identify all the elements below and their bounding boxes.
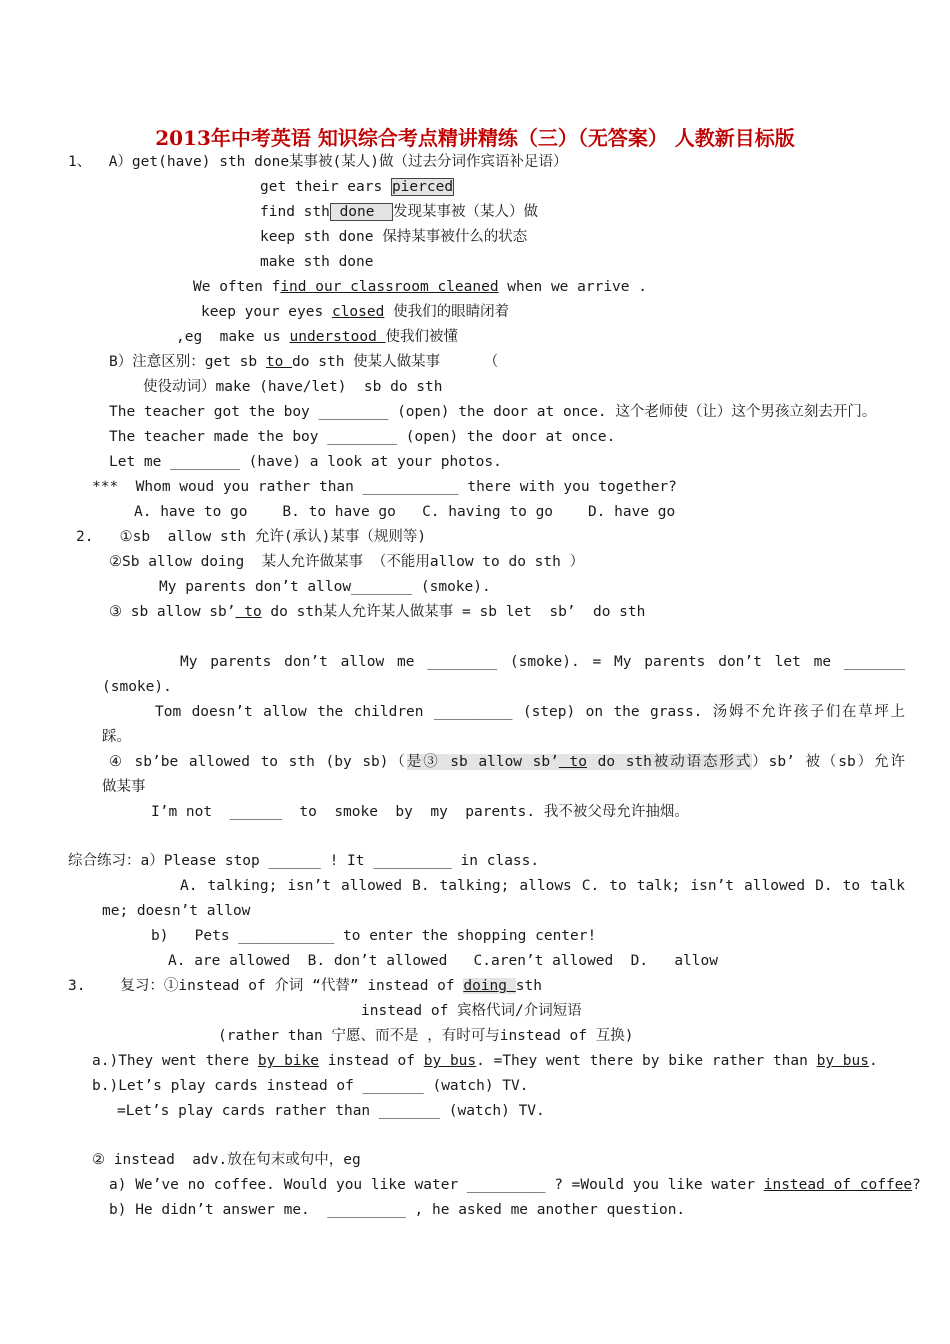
text-line [151,924,950,949]
text-line [109,400,950,425]
text-run: 做某事 [102,779,146,795]
text-line [109,1198,950,1223]
text-line [134,500,950,525]
text-run: 综合练习：a）Please stop ______ ! It _________ in class. [68,853,540,869]
text-run: ind our classroom cleaned [280,279,499,295]
text-run: b.)Let’s play cards instead of _______ (watch) TV. [92,1078,529,1094]
text-run: My parents don’t allow me ________ (smoke). = My parents don’t let me _______ [180,654,905,670]
text-run: keep sth done 保持某事被什么的状态 [260,229,528,245]
text-run: ? [912,1177,921,1193]
text-run: 3. 复习：①instead of 介词 “代替” instead of [68,978,464,994]
text-run: ② instead adv.放在句末或句中，eg [92,1152,361,1168]
text-line [68,849,950,874]
text-line [180,874,905,899]
text-run: to [235,604,262,620]
document-title: 2013年中考英语 知识综合考点精讲精练（三）（无答案） 人教新目标版 [155,126,795,150]
text-line [92,1074,950,1099]
text-run: to [558,754,587,770]
text-run: by bus [423,1053,477,1069]
text-run: make sth done [260,254,374,270]
text-run: . =They went there by bike rather than [476,1053,817,1069]
text-line [155,700,905,725]
text-run: *** Whom woud you rather than ___________ there with you together? [92,479,677,495]
text-run: My parents don’t allow_______ (smoke). [159,579,491,595]
text-run: doing [463,978,516,994]
text-run: get their ears [260,179,391,195]
text-line [117,1099,950,1124]
text-run: instead of 宾格代词/介词短语 [361,1003,582,1019]
text-run: done [330,204,392,220]
text-run: do sth 使某人做某事 （ [292,354,499,370]
text-run: 使役动词）make (have/let) sb do sth [143,379,443,395]
text-run: ②Sb allow doing 某人允许做某事 （不能用allow to do sth ） [109,554,585,570]
text-run: Let me ________ (have) a look at your photos. [109,454,502,470]
text-run: 1、 A）get(have) sth done某事被(某人)做（过去分词作宾语补足语） [68,154,568,170]
text-run: by bike [257,1053,319,1069]
text-run: We often f [193,279,281,295]
text-line [102,675,950,700]
text-run: sth [515,978,542,994]
text-line [92,1148,950,1173]
text-run: instead of coffee [763,1177,913,1193]
text-line [143,375,950,400]
text-line [109,350,950,375]
text-run: b) Pets ___________ to enter the shopping center! [151,928,597,944]
text-run: The teacher got the boy ________ (open) the door at once. 这个老师使（让）这个男孩立刻去开门。 [109,404,877,420]
text-run: ③ sb allow sb’ [109,604,236,620]
text-run: (smoke). [102,679,172,695]
text-run: 是③ sb allow sb’ [406,754,559,770]
text-line [102,899,950,924]
text-line [92,1049,950,1074]
text-run: ④ sb’be allowed to sth (by sb)（ [109,754,407,770]
text-line [102,775,950,800]
text-run: a.)They went there [92,1053,258,1069]
text-run: 2. ①sb allow sth 允许(承认)某事（规则等) [76,529,427,545]
text-line [109,750,905,775]
text-line [260,175,950,200]
text-line [168,949,950,974]
text-line [159,575,950,600]
text-line [92,475,950,500]
text-run: instead of [318,1053,424,1069]
text-run: A. are allowed B. don’t allowed C.aren’t allowed D. allow [168,953,718,969]
text-run: 使我们的眼睛闭着 [384,304,510,320]
text-run: A. have to go B. to have go C. having to go D. have go [134,504,676,520]
text-line [109,550,950,575]
text-run: 踩。 [102,729,131,745]
text-line [109,1173,950,1198]
text-line [361,999,950,1024]
text-run: pierced [391,179,454,195]
text-run: to [265,354,293,370]
text-run: by bus [816,1053,869,1069]
text-line [180,650,905,675]
text-run: understood [289,329,386,345]
text-line [193,275,950,300]
text-line [68,974,950,999]
text-run: 使我们被懂 [385,329,459,345]
text-run: keep your eyes [201,304,332,320]
text-run: =Let’s play cards rather than _______ (watch) TV. [117,1103,545,1119]
text-line [109,450,950,475]
text-run: I’m not ______ to smoke by my parents. 我不被父母允许抽烟。 [151,804,689,820]
text-run: find sth [260,204,330,220]
text-run: a) We’ve no coffee. Would you like water _________ ? =Would you like water [109,1177,764,1193]
text-line [151,800,950,825]
text-line [102,725,950,750]
text-run: ,eg make us [176,329,290,345]
text-line [109,425,950,450]
text-line [176,325,950,350]
text-line [201,300,950,325]
text-run: do sth某人允许某人做某事 = sb let sb’ do sth [261,604,646,620]
text-line [260,225,950,250]
text-run: B）注意区别：get sb [109,354,266,370]
text-line [218,1024,950,1049]
text-line [109,600,950,625]
text-run: when we arrive . [498,279,647,295]
text-run: (rather than 宁愿、而不是 ，有时可与instead of 互换) [218,1028,634,1044]
text-line [260,200,950,225]
text-line [260,250,950,275]
text-run: do sth被动语态形式 [586,754,753,770]
text-run: The teacher made the boy ________ (open) the door at once. [109,429,616,445]
text-run: me; doesn’t allow [102,903,251,919]
text-run: 发现某事被（某人）做 [392,204,538,220]
text-line [68,150,950,175]
text-run: ）sb’ 被（sb）允许 [752,754,905,770]
text-run: A. talking; isn’t allowed B. talking; allows C. to talk; isn’t allowed D. to talk [180,878,905,894]
text-line [76,525,950,550]
text-run: b) He didn’t answer me. _________ , he asked me another question. [109,1202,686,1218]
text-run: closed [331,304,385,320]
text-run: . [869,1053,878,1069]
text-run: Tom doesn’t allow the children _________ (step) on the grass. 汤姆不允许孩子们在草坪上 [155,704,905,720]
